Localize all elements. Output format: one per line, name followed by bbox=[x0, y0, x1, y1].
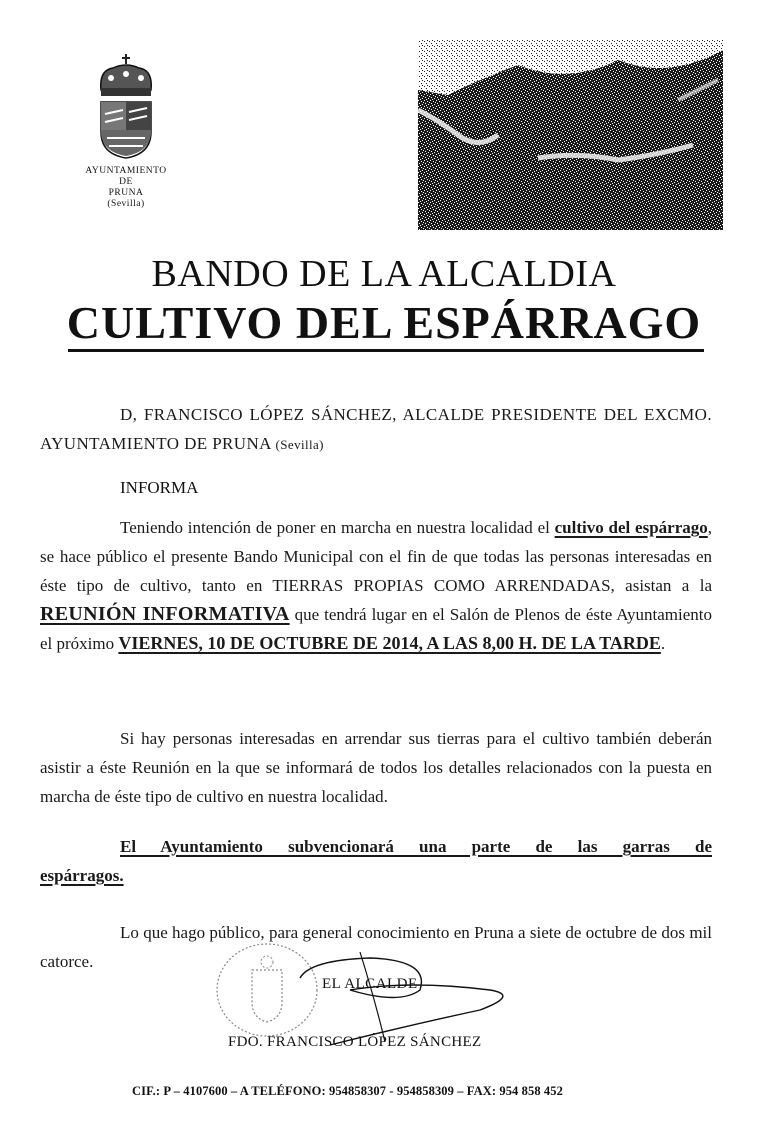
p1-highlight-date: VIERNES, 10 DE OCTUBRE DE 2014, A LAS 8,00 H. DE LA TARDE bbox=[118, 633, 661, 653]
intro-paragraph bbox=[40, 400, 712, 459]
p1-text-3: que tendrá lugar en el Salón de Plenos de éste Ayuntamiento el próximo bbox=[40, 605, 713, 653]
p1-text-4: . bbox=[660, 634, 666, 653]
p1-highlight-meeting: REUNIÓN INFORMATIVA bbox=[40, 603, 290, 625]
signatory-name: FDO. FRANCISCO LÓPEZ SÁNCHEZ bbox=[228, 1034, 482, 1050]
page-subtitle: CULTIVO DEL ESPÁRRAGO bbox=[66, 297, 702, 348]
crest-line-1: AYUNTAMIENTO bbox=[85, 166, 167, 176]
p1-highlight-crop: cultivo del espárrago bbox=[554, 518, 708, 537]
informa-label: INFORMA bbox=[120, 478, 199, 497]
signatory-title: EL ALCALDE bbox=[322, 976, 418, 992]
subsidy-paragraph: El Ayuntamiento subvencionará una parte de las garras de espárragos. bbox=[40, 837, 712, 885]
contact-footer: CIF.: P – 4107600 – A TELÉFONO: 954858307 - 954858309 – FAX: 954 858 452 bbox=[132, 1084, 563, 1098]
intro-text: D, FRANCISCO LÓPEZ SÁNCHEZ, ALCALDE PRESIDENTE DEL EXCMO. AYUNTAMIENTO DE PRUNA bbox=[40, 405, 712, 453]
meeting-paragraph bbox=[40, 513, 712, 658]
p1-text-1: Teniendo intención de poner en marcha en nuestra localidad el bbox=[120, 518, 555, 537]
landowners-paragraph: Si hay personas interesadas en arrendar sus tierras para el cultivo también deberán asistir a éste Reunión en la que se informará de todos los detalles relacionados con la puesta en marcha de éste tipo de cultivo en nuestra localidad. bbox=[40, 729, 712, 806]
crest-caption bbox=[78, 166, 174, 210]
coat-of-arms-icon bbox=[91, 52, 161, 162]
crest-line-3: PRUNA bbox=[108, 188, 144, 198]
closing-paragraph: Lo que hago público, para general conocimiento en Pruna a siete de octubre de dos mil catorce. bbox=[40, 923, 712, 971]
title-divider bbox=[68, 349, 704, 352]
page-title: BANDO DE LA ALCALDIA bbox=[151, 253, 617, 295]
crest-line-2: DE bbox=[119, 177, 133, 187]
municipal-crest bbox=[78, 52, 174, 210]
intro-suffix: (Sevilla) bbox=[275, 437, 324, 452]
crest-line-4: (Sevilla) bbox=[107, 199, 145, 209]
asparagus-field-photo bbox=[418, 40, 723, 230]
p1-text-2: , se hace público el presente Bando Municipal con el fin de que todas las personas interesadas en éste tipo de cultivo, tanto en TIERRAS PROPIAS COMO ARRENDADAS, asistan a la bbox=[40, 518, 712, 595]
